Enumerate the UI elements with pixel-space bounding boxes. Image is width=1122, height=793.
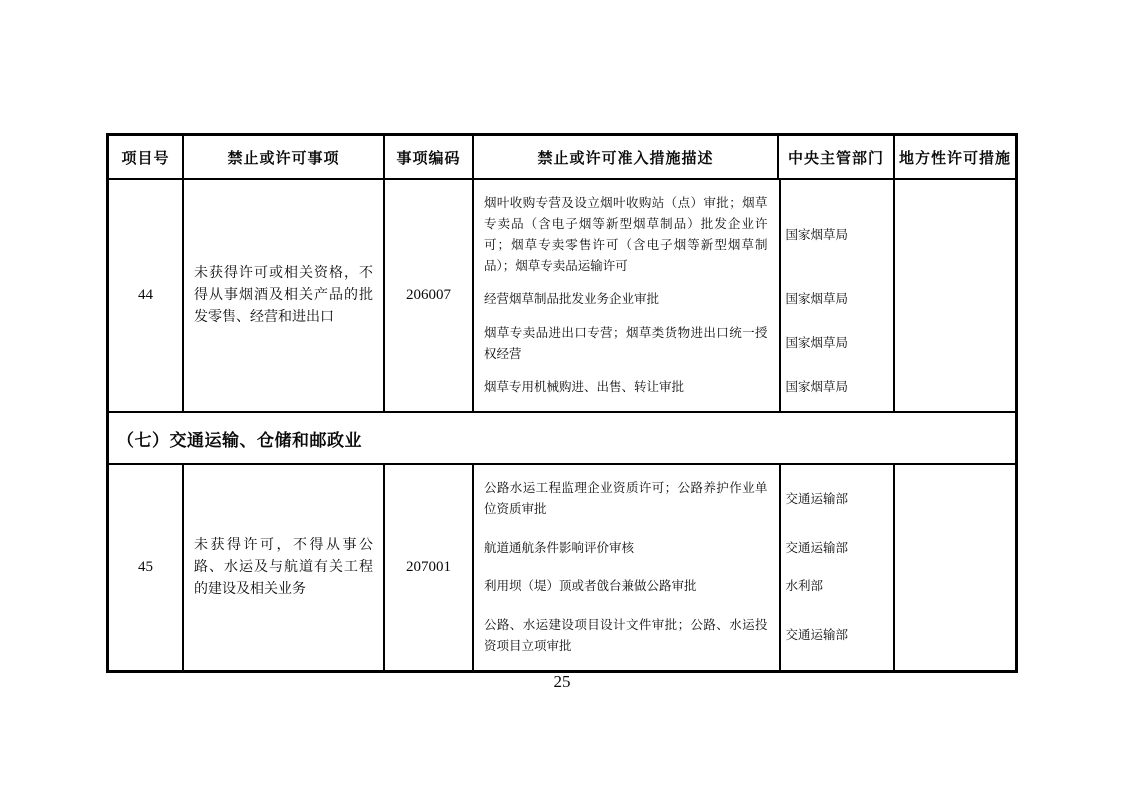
page-number: 25 [553,672,571,691]
measure-row [474,323,893,365]
measure-department: 交通运输部 [785,628,849,643]
measures-cell [474,465,895,670]
measure-description: 烟叶收购专营及设立烟叶收购站（点）审批；烟草专卖品（含电子烟等新型烟草制品）批发企业许可；烟草专卖零售许可（含电子烟等新型烟草制品）；烟草专卖品运输许可 [484,196,768,273]
code-cell: 206007 [385,180,474,411]
measure-row [474,576,893,597]
item-no-cell: 45 [109,465,184,670]
negative-list-table [106,133,1018,673]
header-central-dept: 中央主管部门 [779,136,895,178]
measure-description: 公路水运工程监理企业资质许可；公路养护作业单位资质审批 [484,481,768,516]
measure-description: 烟草专卖品进出口专营；烟草类货物进出口统一授权经营 [484,325,768,361]
header-measure-desc: 禁止或许可准入措施描述 [474,136,779,178]
section-header-row [109,413,1015,465]
table-row-44 [109,180,1015,413]
local-measures-cell [895,465,1015,670]
measure-department: 交通运输部 [785,491,849,506]
code-cell: 207001 [385,465,474,670]
measure-row [474,478,893,520]
header-matter: 禁止或许可事项 [184,136,385,178]
header-code: 事项编码 [385,136,474,178]
measure-row [474,193,893,277]
item-no-cell: 44 [109,180,184,411]
measure-row [474,289,893,310]
measure-row [474,377,893,398]
measure-department: 水利部 [785,579,824,594]
column-divider [779,180,781,411]
matter-cell [184,465,385,670]
header-item-no: 项目号 [109,136,184,178]
header-local-measures: 地方性许可措施 [898,150,1011,167]
matter-cell [184,180,385,411]
measure-row [474,615,893,657]
measure-description: 航道通航条件影响评价审核 [484,540,635,555]
local-measures-cell [895,180,1015,411]
matter-text: 未获得许可，不得从事公路、水运及与航道有关工程的建设及相关业务 [194,537,373,597]
section-title: （七）交通运输、仓储和邮政业 [117,430,362,450]
measure-description: 利用坝（堤）顶或者戗台兼做公路审批 [484,579,697,594]
measure-department: 交通运输部 [785,540,849,555]
measure-description: 烟草专用机械购进、出售、转让审批 [484,379,685,394]
measure-department: 国家烟草局 [785,336,849,351]
table-header-row [109,136,1015,180]
measure-description: 公路、水运建设项目设计文件审批；公路、水运投资项目立项审批 [484,617,768,653]
measure-description: 经营烟草制品批发业务企业审批 [484,292,660,307]
matter-text: 未获得许可或相关资格，不得从事烟酒及相关产品的批发零售、经营和进出口 [194,265,373,325]
column-divider [779,465,781,670]
measure-department: 国家烟草局 [785,292,849,307]
measure-row [474,538,893,559]
measure-department: 国家烟草局 [785,227,849,242]
table-row-45 [109,465,1015,670]
measures-cell [474,180,895,411]
measure-department: 国家烟草局 [785,379,849,394]
